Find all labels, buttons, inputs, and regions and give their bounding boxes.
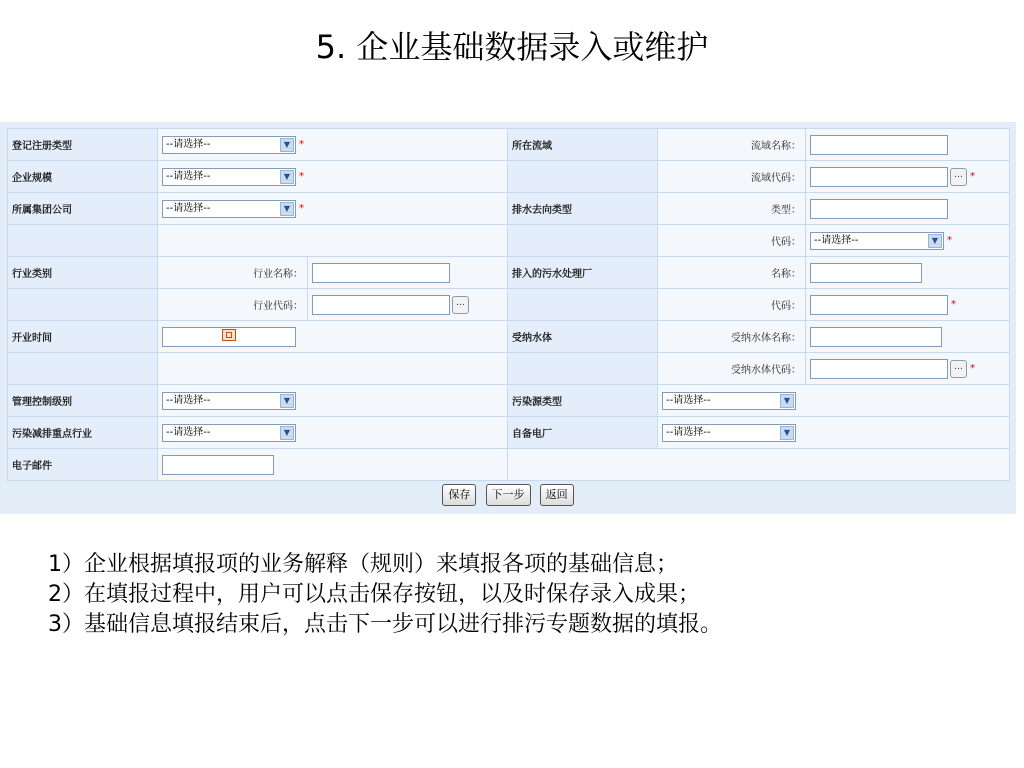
required-asterisk-icon: * — [299, 139, 304, 150]
enterprise-form-table — [7, 128, 1010, 481]
receiving-water-code-input[interactable] — [810, 359, 948, 379]
drain-type-input[interactable] — [810, 199, 948, 219]
industry-code-label: 行业代码： — [158, 289, 308, 321]
basin-name-label: 流域名称： — [658, 129, 806, 161]
group-company-label: 所属集团公司 — [8, 193, 158, 225]
drain-code-select-value: --请选择-- — [814, 234, 859, 246]
group-company-select[interactable] — [162, 200, 296, 218]
next-step-button[interactable]: 下一步 — [486, 484, 531, 506]
ellipsis-icon: … — [954, 169, 963, 180]
control-level-label: 管理控制级别 — [8, 385, 158, 417]
key-industry-select-value: --请选择-- — [166, 426, 211, 438]
note-item: 1）企业根据填报项的业务解释（规则）来填报各项的基础信息； — [48, 552, 678, 577]
control-level-select[interactable] — [162, 392, 296, 410]
basin-code-label: 流域代码： — [658, 161, 806, 193]
sewage-plant-code-label: 代码： — [658, 289, 806, 321]
save-button[interactable]: 保存 — [442, 484, 476, 506]
chevron-down-icon: ▼ — [280, 394, 294, 408]
chevron-down-icon: ▼ — [280, 138, 294, 152]
drain-type-label: 排水去向类型 — [508, 193, 658, 225]
email-input[interactable] — [162, 455, 274, 475]
control-level-select-value: --请选择-- — [166, 394, 211, 406]
ellipsis-icon: … — [954, 361, 963, 372]
self-power-select[interactable] — [662, 424, 796, 442]
receiving-water-lookup-button[interactable] — [950, 360, 967, 378]
basin-name-input[interactable] — [810, 135, 948, 155]
required-asterisk-icon: * — [947, 235, 952, 246]
chevron-down-icon: ▼ — [780, 394, 794, 408]
email-label: 电子邮件 — [8, 449, 158, 481]
basin-code-lookup-button[interactable] — [950, 168, 967, 186]
required-asterisk-icon: * — [970, 171, 975, 182]
basin-label: 所在流域 — [508, 129, 658, 161]
industry-name-label: 行业名称： — [158, 257, 308, 289]
sewage-plant-code-input[interactable] — [810, 295, 948, 315]
form-panel — [0, 122, 1016, 514]
pollution-source-select-value: --请选择-- — [666, 394, 711, 406]
receiving-water-name-input[interactable] — [810, 327, 942, 347]
group-company-select-value: --请选择-- — [166, 202, 211, 214]
industry-code-lookup-button[interactable] — [452, 296, 469, 314]
note-item: 3）基础信息填报结束后，点击下一步可以进行排污专题数据的填报。 — [48, 612, 722, 637]
industry-code-input[interactable] — [312, 295, 450, 315]
reg-type-select-value: --请选择-- — [166, 138, 211, 150]
self-power-label: 自备电厂 — [508, 417, 658, 449]
basin-code-input[interactable] — [810, 167, 948, 187]
chevron-down-icon: ▼ — [928, 234, 942, 248]
calendar-icon[interactable] — [222, 329, 236, 341]
enterprise-size-label: 企业规模 — [8, 161, 158, 193]
enterprise-size-select[interactable] — [162, 168, 296, 186]
reg-type-select[interactable] — [162, 136, 296, 154]
chevron-down-icon: ▼ — [780, 426, 794, 440]
page-title: 5. 企业基础数据录入或维护 — [315, 28, 709, 66]
key-industry-label: 污染减排重点行业 — [8, 417, 158, 449]
self-power-select-value: --请选择-- — [666, 426, 711, 438]
reg-type-label: 登记注册类型 — [8, 129, 158, 161]
pollution-source-select[interactable] — [662, 392, 796, 410]
type-label: 类型： — [658, 193, 806, 225]
required-asterisk-icon: * — [951, 299, 956, 310]
industry-type-label: 行业类别 — [8, 257, 158, 289]
instructions — [48, 550, 722, 640]
chevron-down-icon: ▼ — [280, 202, 294, 216]
ellipsis-icon: … — [456, 297, 465, 308]
sewage-plant-label: 排入的污水处理厂 — [508, 257, 658, 289]
chevron-down-icon: ▼ — [280, 170, 294, 184]
note-item: 2）在填报过程中，用户可以点击保存按钮，以及时保存录入成果； — [48, 582, 700, 607]
required-asterisk-icon: * — [970, 363, 975, 374]
receiving-water-label: 受纳水体 — [508, 321, 658, 353]
required-asterisk-icon: * — [299, 171, 304, 182]
drain-code-select[interactable] — [810, 232, 944, 250]
receiving-water-name-label: 受纳水体名称： — [658, 321, 806, 353]
open-date-input[interactable] — [162, 327, 296, 347]
required-asterisk-icon: * — [299, 203, 304, 214]
back-button[interactable]: 返回 — [540, 484, 574, 506]
receiving-water-code-label: 受纳水体代码： — [658, 353, 806, 385]
key-industry-select[interactable] — [162, 424, 296, 442]
open-date-label: 开业时间 — [8, 321, 158, 353]
industry-name-input[interactable] — [312, 263, 450, 283]
form-button-bar — [0, 483, 1016, 506]
enterprise-size-select-value: --请选择-- — [166, 170, 211, 182]
drain-code-label: 代码： — [658, 225, 806, 257]
sewage-plant-name-label: 名称： — [658, 257, 806, 289]
chevron-down-icon: ▼ — [280, 426, 294, 440]
sewage-plant-name-input[interactable] — [810, 263, 922, 283]
pollution-source-label: 污染源类型 — [508, 385, 658, 417]
